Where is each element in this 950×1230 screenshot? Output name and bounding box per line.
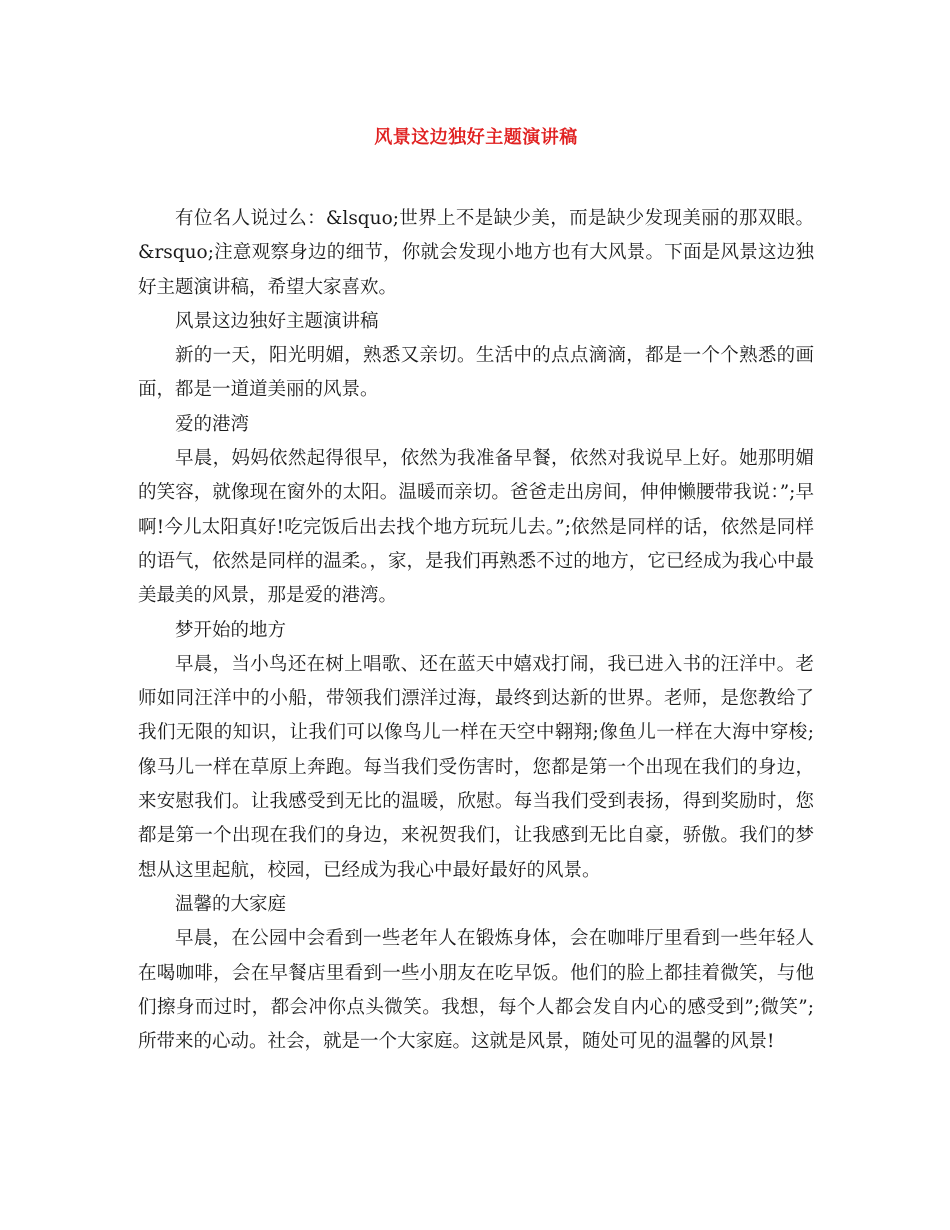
section-heading-warm-family: 温馨的大家庭 bbox=[175, 893, 287, 915]
section-heading-love-harbor: 爱的港湾 bbox=[175, 413, 250, 435]
opening-paragraph: 新的一天，阳光明媚，熟悉又亲切。生活中的点点滴滴，都是一个个熟悉的画面，都是一道道美丽的风景。 bbox=[138, 345, 814, 401]
love-harbor-paragraph: 早晨，妈妈依然起得很早，依然为我准备早餐，依然对我说早上好。她那明媚的笑容，就像现在窗外的太阳。温暖而亲切。爸爸走出房间，伸伸懒腰带我说：”;早啊!今儿太阳真好!吃完饭后出去找个地方玩玩儿去。”;依然是同样的话，依然是同样的语气，依然是同样的温柔。，家，是我们再熟悉不过的地方，它已经成为我心中最美最美的风景，那是爱的港湾。 bbox=[138, 448, 814, 607]
section-heading-speech-title: 风景这边独好主题演讲稿 bbox=[175, 310, 379, 332]
dream-place-paragraph: 早晨，当小鸟还在树上唱歌、还在蓝天中嬉戏打闹，我已进入书的汪洋中。老师如同汪洋中的小船，带领我们漂洋过海，最终到达新的世界。老师，是您教给了我们无限的知识，让我们可以像鸟儿一样在天空中翱翔;像鱼儿一样在大海中穿梭;像马儿一样在草原上奔跑。每当我们受伤害时，您都是第一个出现在我们的身边，来安慰我们。让我感受到无比的温暖，欣慰。每当我们受到表扬，得到奖励时，您都是第一个出现在我们的身边，来祝贺我们，让我感到无比自豪，骄傲。我们的梦想从这里起航，校园，已经成为我心中最好最好的风景。 bbox=[138, 653, 814, 881]
document-title: 风景这边独好主题演讲稿 bbox=[374, 127, 578, 148]
intro-paragraph: 有位名人说过么：&lsquo;世界上不是缺少美，而是缺少发现美丽的那双眼。&rsquo;注意观察身边的细节，你就会发现小地方也有大风景。下面是风景这边独好主题演讲稿，希望大家喜欢。 bbox=[138, 208, 814, 298]
section-heading-dream-place: 梦开始的地方 bbox=[175, 619, 287, 641]
document-page bbox=[138, 118, 814, 1059]
warm-family-paragraph: 早晨，在公园中会看到一些老年人在锻炼身体，会在咖啡厅里看到一些年轻人在喝咖啡，会在早餐店里看到一些小朋友在吃早饭。他们的脸上都挂着微笑，与他们擦身而过时，都会冲你点头微笑。我想，每个人都会发自内心的感受到”;微笑”;所带来的心动。社会，就是一个大家庭。这就是风景，随处可见的温馨的风景! bbox=[138, 928, 814, 1053]
